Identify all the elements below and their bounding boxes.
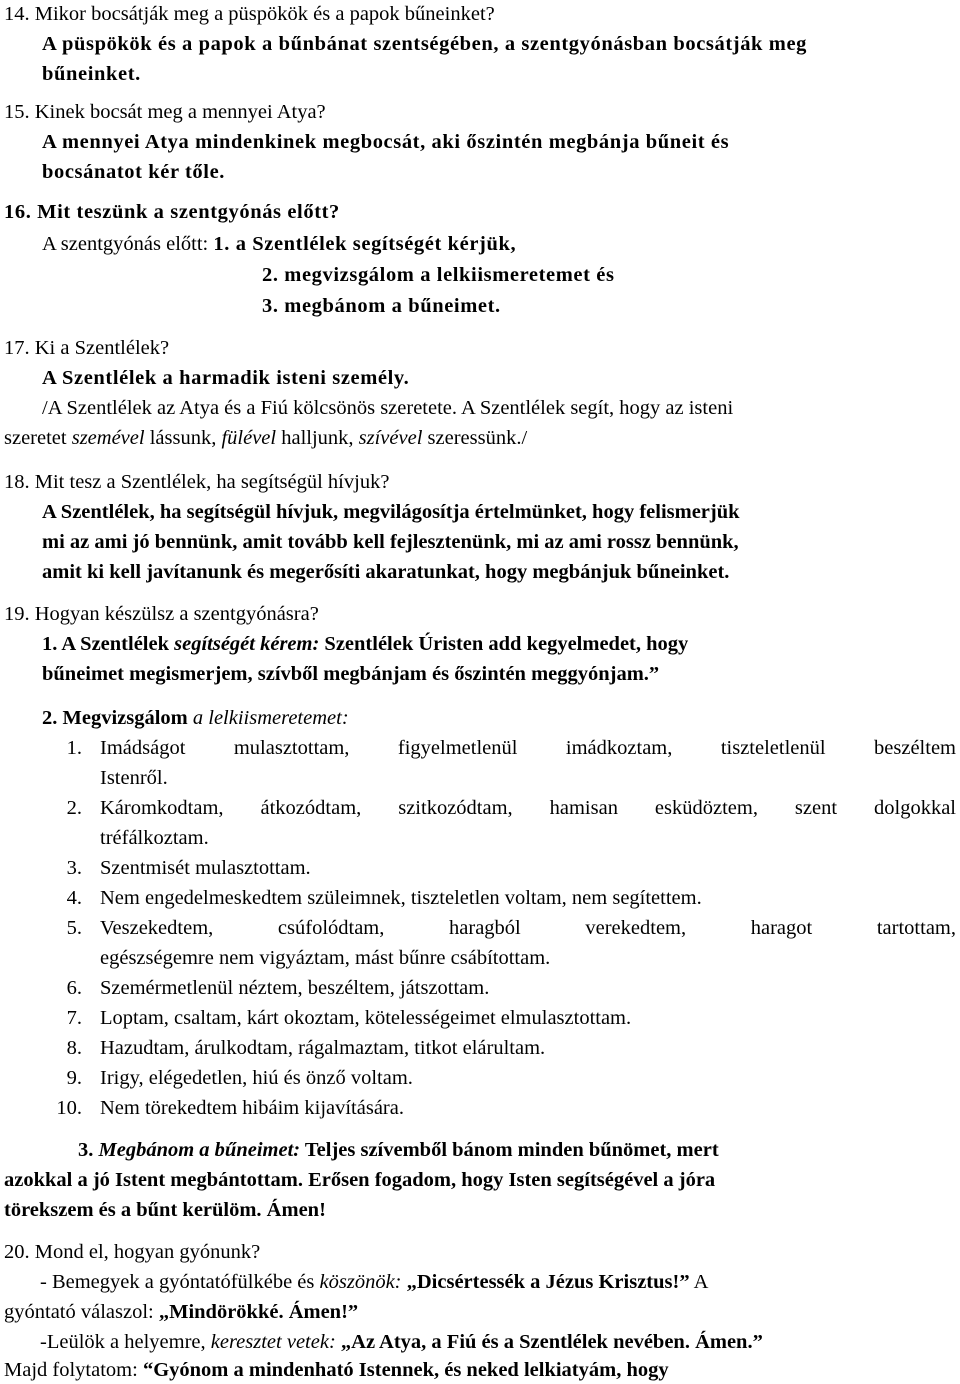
answer-20-confiteor: “Gyónom a mindenható Istennek, és neked lelkiatyám, hogy: [142, 1359, 669, 1381]
answer-20-l1-tail: A: [693, 1271, 709, 1293]
sin-number: 2.: [66, 797, 82, 819]
answer-16-step2: 2. megvizsgálom a lelkiismeretemet és: [262, 264, 615, 286]
step-1-lead: A Szentlélek: [61, 633, 169, 655]
answer-15-line1: A mennyei Atya mindenkinek megbocsát, aki őszintén megbánja bűneit és: [42, 131, 730, 153]
sin-item-10: Nem törekedtem hibáim kijavítására.: [100, 1097, 404, 1119]
sin-number: 8.: [66, 1037, 82, 1059]
question-16: 16. Mit teszünk a szentgyónás előtt?: [4, 201, 340, 223]
step-3: [78, 1136, 719, 1164]
step-2-title: a lelkiismeretemet:: [192, 707, 349, 729]
note-17-part2: A Szentlélek segít, hogy az isteni: [461, 397, 734, 419]
step-1-number: 1.: [42, 633, 58, 655]
answer-20-sign-of-cross: „Az Atya, a Fiú és a Szentlélek nevében. Ámen.”: [340, 1331, 763, 1353]
answer-20-l2-text: gyóntató válaszol:: [4, 1301, 154, 1323]
step-1-title: segítségét kérem:: [174, 633, 320, 655]
answer-16-step1: 1. a Szentlélek segítségét kérjük,: [213, 233, 517, 255]
answer-20-greeting: „Dicsértessék a Jézus Krisztus!”: [406, 1271, 690, 1293]
step-1-prayer-line2: bűneimet megismerjem, szívből megbánjam és őszintén meggyónjam.”: [42, 663, 660, 685]
sin-number: 9.: [66, 1067, 82, 1089]
question-18: 18. Mit tesz a Szentlélek, ha segítségül hívjuk?: [4, 471, 390, 493]
sin-item-8: Hazudtam, árulkodtam, rágalmaztam, titkot elárultam.: [100, 1037, 546, 1059]
answer-20-l1-text: - Bemegyek a gyóntatófülkébe és: [40, 1271, 315, 1293]
sin-item-1-line2: Istenről.: [100, 767, 168, 789]
answer-20-line4: [4, 1356, 669, 1384]
answer-20-l3-text: -Leülök a helyemre,: [40, 1331, 206, 1353]
answer-18-line1: A Szentlélek, ha segítségül hívjuk, megvilágosítja értelmünket, hogy felismerjük: [42, 501, 740, 523]
sin-item-2-line1: Káromkodtam, átkozódtam, szitkozódtam, hamisan esküdöztem, szent dolgokkal: [100, 797, 956, 819]
sin-item-9: Irigy, elégedetlen, hiú és önző voltam.: [100, 1067, 413, 1089]
step-3-line3: törekszem és a bűnt kerülöm. Ámen!: [4, 1199, 326, 1221]
step-3-line1: Teljes szívemből bánom minden bűnömet, mert: [304, 1139, 719, 1161]
answer-14-line2: bűneinket.: [42, 63, 141, 85]
sin-item-5-line1: Veszekedtem, csúfolódtam, haragból verekedtem, haragot tartottam,: [100, 917, 956, 939]
sin-number: 7.: [66, 1007, 82, 1029]
sin-number: 10.: [56, 1097, 82, 1119]
step-2: [42, 704, 349, 732]
answer-15-line2: bocsánatot kér tőle.: [42, 161, 226, 183]
note-17-word-lassunk: lássunk,: [149, 427, 217, 449]
sin-number: 5.: [66, 917, 82, 939]
note-17-line1: [42, 394, 733, 422]
sin-item-6: Szemérmetlenül néztem, beszéltem, játszottam.: [100, 977, 490, 999]
sin-number: 3.: [66, 857, 82, 879]
answer-20-line3: [40, 1328, 763, 1356]
sin-item-7: Loptam, csaltam, kárt okoztam, kötelességeimet elmulasztottam.: [100, 1007, 632, 1029]
sin-number: 6.: [66, 977, 82, 999]
step-3-number: 3.: [78, 1139, 94, 1161]
note-17-word-halljunk: halljunk,: [281, 427, 354, 449]
step-1: [42, 630, 688, 658]
answer-18-line3: amit ki kell javítanunk és megerősíti akaratunkat, hogy megbánjuk bűneinket.: [42, 561, 730, 583]
note-17-line2: [4, 424, 527, 452]
note-17-word-szivevel: szívével: [358, 427, 423, 449]
question-17: 17. Ki a Szentlélek?: [4, 337, 170, 359]
question-15: 15. Kinek bocsát meg a mennyei Atya?: [4, 101, 326, 123]
answer-20-l1-italic: köszönök:: [319, 1271, 402, 1293]
answer-20-reply: „Mindörökké. Ámen!”: [158, 1301, 359, 1323]
answer-20-line2: [4, 1298, 358, 1326]
question-20: 20. Mond el, hogyan gyónunk?: [4, 1241, 261, 1263]
note-17-word-szeressunk: szeressünk./: [427, 427, 528, 449]
question-19: 19. Hogyan készülsz a szentgyónásra?: [4, 603, 319, 625]
answer-18-line2: mi az ami jó bennünk, amit tovább kell fejlesztenünk, mi az ami rossz bennünk,: [42, 531, 739, 553]
note-17-word-szemevel: szemével: [71, 427, 145, 449]
answer-20-l4-text: Majd folytatom:: [4, 1359, 138, 1381]
sin-item-1-line1: Imádságot mulasztottam, figyelmetlenül imádkoztam, tiszteletlenül beszéltem: [100, 737, 956, 759]
note-17-part1: /A Szentlélek az Atya és a Fiú kölcsönös szeretete.: [42, 397, 458, 419]
sin-number: 4.: [66, 887, 82, 909]
step-1-prayer-line1: Szentlélek Úristen add kegyelmedet, hogy: [324, 633, 689, 655]
sin-item-2-line2: tréfálkoztam.: [100, 827, 209, 849]
sin-number: 1.: [66, 737, 82, 759]
question-14: 14. Mikor bocsátják meg a püspökök és a papok bűneinket?: [4, 3, 495, 25]
sin-item-3: Szentmisét mulasztottam.: [100, 857, 311, 879]
answer-16-lead: A szentgyónás előtt:: [42, 233, 209, 255]
sin-item-4: Nem engedelmeskedtem szüleimnek, tiszteletlen voltam, nem segítettem.: [100, 887, 702, 909]
answer-20-line1: [40, 1268, 708, 1296]
answer-16: [42, 230, 516, 258]
answer-14-line1: A püspökök és a papok a bűnbánat szentségében, a szentgyónásban bocsátják meg: [42, 33, 807, 55]
answer-20-l3-italic: keresztet vetek:: [210, 1331, 336, 1353]
step-3-line2: azokkal a jó Istent megbántottam. Erősen fogadom, hogy Isten segítségével a jóra: [4, 1169, 716, 1191]
step-2-lead: 2. Megvizsgálom: [42, 707, 188, 729]
note-17-word-szeretet: szeretet: [4, 427, 67, 449]
step-3-title: Megbánom a bűneimet:: [98, 1139, 301, 1161]
answer-17: A Szentlélek a harmadik isteni személy.: [42, 367, 410, 389]
answer-16-step3: 3. megbánom a bűneimet.: [262, 295, 501, 317]
sin-item-5-line2: egészségemre nem vigyáztam, mást bűnre csábítottam.: [100, 947, 551, 969]
note-17-word-fulevel: fülével: [221, 427, 277, 449]
